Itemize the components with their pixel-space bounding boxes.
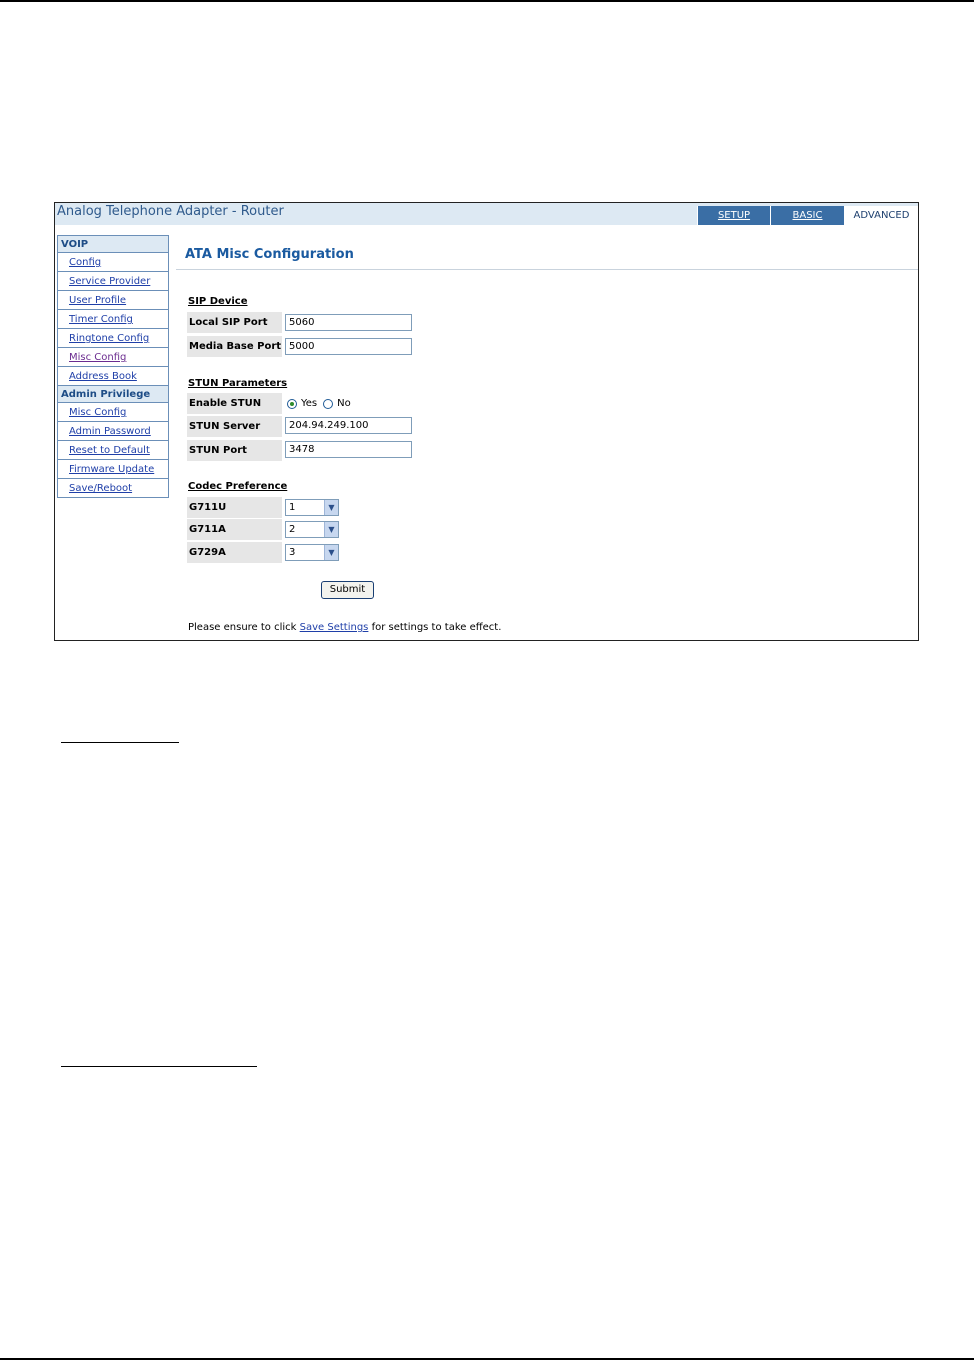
stun-yes-radio[interactable] [287, 399, 297, 409]
sidebar-heading-admin-privilege: Admin Privilege [57, 385, 169, 403]
title-bar [55, 203, 918, 225]
sidebar-item-save-reboot[interactable]: Save/Reboot [57, 479, 169, 498]
sidebar-item-timer-config[interactable]: Timer Config [57, 310, 169, 329]
chevron-down-icon[interactable]: ▼ [324, 500, 338, 515]
stun-port-input[interactable] [285, 441, 412, 458]
page-top-rule [0, 0, 974, 2]
document-heading-underline-1 [61, 742, 179, 743]
enable-stun-radio-group [287, 393, 357, 414]
stun-port-label: STUN Port [187, 440, 282, 461]
codec-select-g711u-value: 1 [289, 502, 296, 513]
chevron-down-icon[interactable]: ▼ [324, 545, 338, 560]
sidebar-item-user-profile[interactable]: User Profile [57, 291, 169, 310]
sidebar-item-reset-to-default[interactable]: Reset to Default [57, 441, 169, 460]
browser-screenshot [54, 202, 919, 641]
codec-select-g711u[interactable] [285, 499, 339, 516]
tab-basic[interactable]: BASIC [770, 206, 844, 225]
codec-label-g729a: G729A [187, 542, 282, 563]
codec-select-g729a-value: 3 [289, 547, 296, 558]
local-sip-port-label: Local SIP Port [187, 312, 282, 333]
page-bottom-rule [0, 1358, 974, 1360]
media-base-port-input[interactable] [285, 338, 412, 355]
codec-label-g711u: G711U [187, 497, 282, 518]
submit-button[interactable]: Submit [321, 581, 374, 599]
stun-no-label[interactable]: No [337, 398, 351, 409]
sidebar-item-ringtone-config[interactable]: Ringtone Config [57, 329, 169, 348]
media-base-port-label: Media Base Port [187, 336, 282, 357]
tab-advanced[interactable]: ADVANCED [844, 206, 918, 225]
note-prefix: Please ensure to click [188, 622, 300, 633]
sidebar-item-admin-password[interactable]: Admin Password [57, 422, 169, 441]
stun-no-radio[interactable] [323, 399, 333, 409]
codec-label-g711a: G711A [187, 519, 282, 540]
document-heading-underline-2 [61, 1066, 257, 1067]
sidebar-item-service-provider[interactable]: Service Provider [57, 272, 169, 291]
sip-device-heading: SIP Device [188, 296, 248, 307]
codec-select-g711a[interactable] [285, 521, 339, 538]
stun-server-input[interactable] [285, 417, 412, 434]
sidebar-item-admin-misc-config[interactable]: Misc Config [57, 403, 169, 422]
enable-stun-label: Enable STUN [187, 393, 282, 414]
chevron-down-icon[interactable]: ▼ [324, 522, 338, 537]
note-suffix: for settings to take effect. [368, 622, 502, 633]
stun-yes-label[interactable]: Yes [301, 398, 318, 409]
sidebar [57, 236, 169, 498]
tab-setup[interactable]: SETUP [697, 206, 770, 225]
codec-select-g711a-value: 2 [289, 524, 296, 535]
codec-preference-heading: Codec Preference [188, 481, 288, 492]
local-sip-port-input[interactable] [285, 314, 412, 331]
sidebar-item-firmware-update[interactable]: Firmware Update [57, 460, 169, 479]
stun-server-label: STUN Server [187, 416, 282, 437]
sidebar-heading-voip: VOIP [57, 235, 169, 253]
title-divider [176, 269, 918, 270]
page-title: ATA Misc Configuration [185, 247, 354, 262]
top-tabs [697, 206, 918, 225]
stun-parameters-heading: STUN Parameters [188, 378, 288, 389]
app-title: Analog Telephone Adapter - Router [57, 204, 284, 219]
save-settings-link[interactable]: Save Settings [299, 622, 369, 633]
sidebar-item-misc-config[interactable]: Misc Config [57, 348, 169, 367]
save-settings-note [188, 622, 501, 633]
sidebar-item-address-book[interactable]: Address Book [57, 367, 169, 386]
codec-select-g729a[interactable] [285, 544, 339, 561]
sidebar-item-config[interactable]: Config [57, 253, 169, 272]
